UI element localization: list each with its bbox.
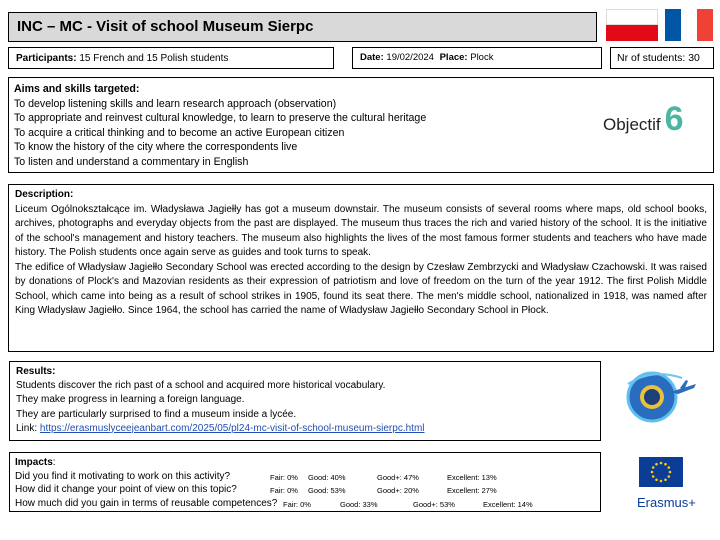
nr-students: Nr of students: 30 [617, 52, 700, 64]
date-place-box [352, 47, 602, 69]
objectif-word: Objectif [603, 115, 661, 134]
description-paragraph: The edifice of Władysław Jagiełło Secondary School was erected according to the design by Czesław Zembrzycki and Władysław Czachowski. It was raised by donations of Plock's and Mazovian residents as their expression of patriotism and love of freedom on the turn of the year 1912. The first Polish Middle School, which came into being as a result of school strikes in 1905, found its seat there. The men's middle school, nationalized in 1918, was named after King Władysław Jagiełło. Since 1964, the school has carried the name of Władysław Jagiełło Secondary School in Płock. [15, 261, 707, 316]
results-heading: Results: [16, 366, 56, 377]
impact-stat-goodplus: Good+: 20% [377, 486, 419, 495]
aims-heading: Aims and skills targeted: [14, 83, 140, 95]
place-value: Plock [470, 52, 494, 63]
participants-label: Participants: [16, 53, 77, 64]
impact-stat-fair: Fair: 0% [283, 499, 311, 509]
impact-question: Did you find it motivating to work on this activity? [15, 470, 231, 482]
impact-stat-goodplus: Good+: 47% [377, 472, 419, 482]
title-bar [8, 12, 597, 42]
impacts-heading: Impacts [15, 457, 53, 468]
aim-item: To know the history of the city where the correspondents live [14, 141, 298, 153]
participants-box [8, 47, 334, 69]
impact-stat-good: Good: 40% [308, 472, 346, 482]
aim-item: To listen and understand a commentary in English [14, 155, 249, 168]
aim-item: To appropriate and reinvest cultural knowledge, to learn to preserve the cultural heritage [14, 112, 427, 124]
globe-plane-logo-icon [622, 364, 700, 424]
objectif-logo [603, 100, 684, 138]
impact-stat-fair: Fair: 0% [270, 486, 298, 495]
impact-question: How much did you gain in terms of reusable competences? [15, 497, 278, 509]
impact-stat-excellent: Excellent: 27% [447, 486, 497, 495]
link-label: Link: [16, 422, 38, 434]
result-line: Students discover the rich past of a school and acquired more historical vocabulary. [16, 380, 386, 392]
results-section [9, 361, 601, 441]
impact-stat-excellent: Excellent: 13% [447, 472, 497, 482]
result-line: They make progress in learning a foreign language. [16, 394, 245, 406]
result-line: They are particularly surprised to find a museum inside a lycée. [16, 408, 297, 420]
erasmus-logo [637, 457, 696, 510]
impacts-heading-suffix: : [52, 457, 56, 468]
description-heading: Description: [15, 189, 74, 200]
erasmus-wordmark: Erasmus+ [637, 495, 696, 510]
participants-value: 15 French and 15 Polish students [79, 53, 229, 64]
aims-section [8, 77, 714, 173]
impact-stat-excellent: Excellent: 14% [483, 499, 533, 509]
france-flag-icon [665, 9, 713, 41]
objectif-number: 6 [664, 100, 684, 138]
aim-item: To develop listening skills and learn research approach (observation) [14, 97, 337, 110]
impact-row [15, 483, 596, 497]
impact-stat-fair: Fair: 0% [270, 472, 298, 482]
impact-stat-good: Good: 53% [308, 486, 346, 495]
blog-link[interactable]: https://erasmuslyceejeanbart.com/2025/05/pl24-mc-visit-of-school-museum-sierpc.html [39, 422, 425, 434]
aim-item: To acquire a critical thinking and to become an active European citizen [14, 126, 345, 139]
impact-row [15, 470, 596, 484]
page-title: INC – MC - Visit of school Museum Sierpc [17, 18, 314, 35]
impact-stat-goodplus: Good+: 53% [413, 499, 455, 509]
poland-flag-icon [606, 9, 658, 41]
date-label: Date: [360, 52, 384, 63]
impact-question: How did it change your point of view on this topic? [15, 484, 237, 495]
place-label: Place: [439, 52, 468, 63]
description-section [8, 184, 714, 352]
date-value: 19/02/2024 [386, 52, 434, 63]
impact-row [15, 497, 596, 511]
impact-stat-good: Good: 33% [340, 499, 378, 509]
eu-flag-icon [639, 457, 683, 487]
nr-students-box [610, 47, 714, 69]
description-paragraph: Liceum Ogólnokształcące im. Władysława Jagiełły has got a museum downstair. The museum consists of several rooms where maps, old school books, archives, photographs and everyday objects from the past are displayed. The museum thus traces the rich and varied history of the school. It is the initiative of the school's management and history teachers. The museum also highlights the lives of the most famous former students and teachers who have made history. The Polish students once again serve as guides and took turns to speak. [15, 203, 707, 258]
impacts-section [9, 452, 601, 512]
